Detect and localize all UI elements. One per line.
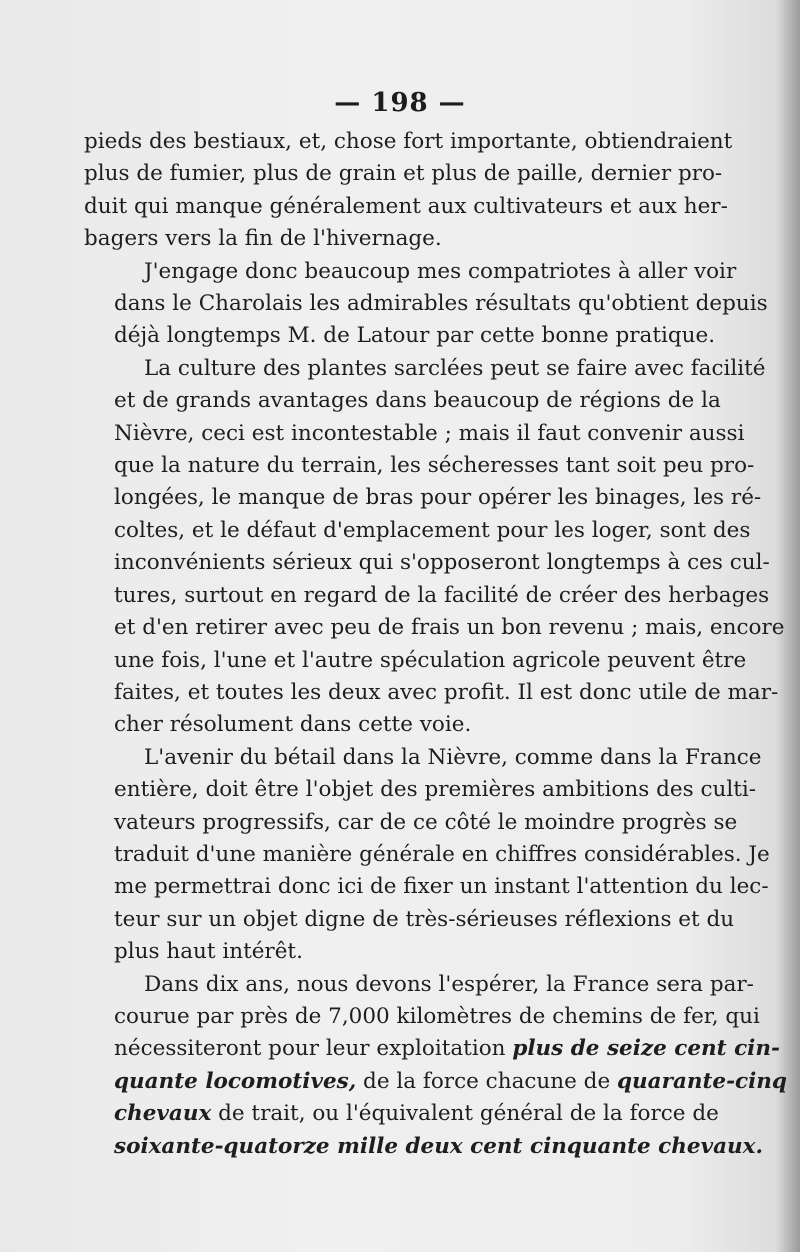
text-line: dans le Charolais les admirables résultats qu'obtient depuis	[114, 291, 768, 317]
text-line: me permettrai donc ici de fixer un instant l'attention du lec-	[114, 874, 769, 900]
text-line: et d'en retirer avec peu de frais un bon revenu ; mais, encore	[114, 615, 785, 641]
body-text	[84, 126, 787, 1163]
text-line: Nièvre, ceci est incontestable ; mais il faut convenir aussi	[114, 420, 745, 446]
italic-text: soixante-quatorze mille deux cent cinquante chevaux.	[114, 1133, 763, 1159]
text-line: une fois, l'une et l'autre spéculation agricole peuvent être	[114, 647, 747, 673]
text-line: courue par près de 7,000 kilomètres de chemins de fer, qui	[114, 1003, 760, 1029]
text-line: inconvénients sérieux qui s'opposeront longtemps à ces cul-	[114, 550, 770, 576]
text-line: teur sur un objet digne de très-sérieuses réflexions et du	[114, 906, 735, 932]
text-line: longées, le manque de bras pour opérer les binages, les ré-	[114, 485, 762, 511]
text-line: déjà longtemps M. de Latour par cette bonne pratique.	[114, 323, 716, 349]
text-line: que la nature du terrain, les sécheresses tant soit peu pro-	[114, 453, 755, 479]
text-line: entière, doit être l'objet des premières ambitions des culti-	[114, 777, 756, 803]
text-line: chevaux de trait, ou l'équivalent général de la force de	[114, 1101, 719, 1127]
text-line: coltes, et le défaut d'emplacement pour les loger, sont des	[114, 517, 751, 543]
text-line: pieds des bestiaux, et, chose fort importante, obtiendraient	[84, 129, 733, 154]
text-line: J'engage donc beaucoup mes compatriotes à aller voir	[144, 258, 737, 284]
text-line: quante locomotives, de la force chacune de quarante-cinq	[114, 1068, 787, 1094]
paragraph	[84, 969, 787, 1163]
text-line: tures, surtout en regard de la facilité de créer des herbages	[114, 582, 770, 608]
text-line: cher résolument dans cette voie.	[114, 712, 472, 738]
text-line: plus de fumier, plus de grain et plus de paille, dernier pro-	[84, 161, 723, 187]
text-line: vateurs progressifs, car de ce côté le moindre progrès se	[114, 809, 738, 835]
text-line: plus haut intérêt.	[114, 939, 303, 965]
italic-text: chevaux	[114, 1101, 212, 1127]
text-line: faites, et toutes les deux avec profit. Il est donc utile de mar-	[114, 679, 779, 705]
paragraph	[84, 256, 768, 353]
text-line: bagers vers la fin de l'hivernage.	[84, 226, 442, 252]
italic-text: plus de seize cent cin-	[512, 1036, 780, 1062]
page-number: — 198 —	[334, 88, 466, 118]
text-line: La culture des plantes sarclées peut se faire avec facilité	[144, 355, 766, 381]
paragraph	[84, 353, 785, 742]
text-line: nécessiteront pour leur exploitation plus de seize cent cin-	[114, 1036, 780, 1062]
text-line: Dans dix ans, nous devons l'espérer, la France sera par-	[144, 971, 754, 997]
paragraph	[84, 126, 733, 256]
italic-text: quarante-cinq	[617, 1068, 787, 1094]
text-line: et de grands avantages dans beaucoup de régions de la	[114, 388, 721, 414]
text-line: duit qui manque généralement aux cultivateurs et aux her-	[84, 193, 728, 219]
text-line	[84, 1131, 763, 1163]
text-line: traduit d'une manière générale en chiffres considérables. Je	[114, 841, 770, 867]
italic-text: quante locomotives,	[114, 1068, 357, 1094]
text-line: L'avenir du bétail dans la Nièvre, comme dans la France	[144, 744, 762, 770]
paragraph	[84, 742, 770, 969]
